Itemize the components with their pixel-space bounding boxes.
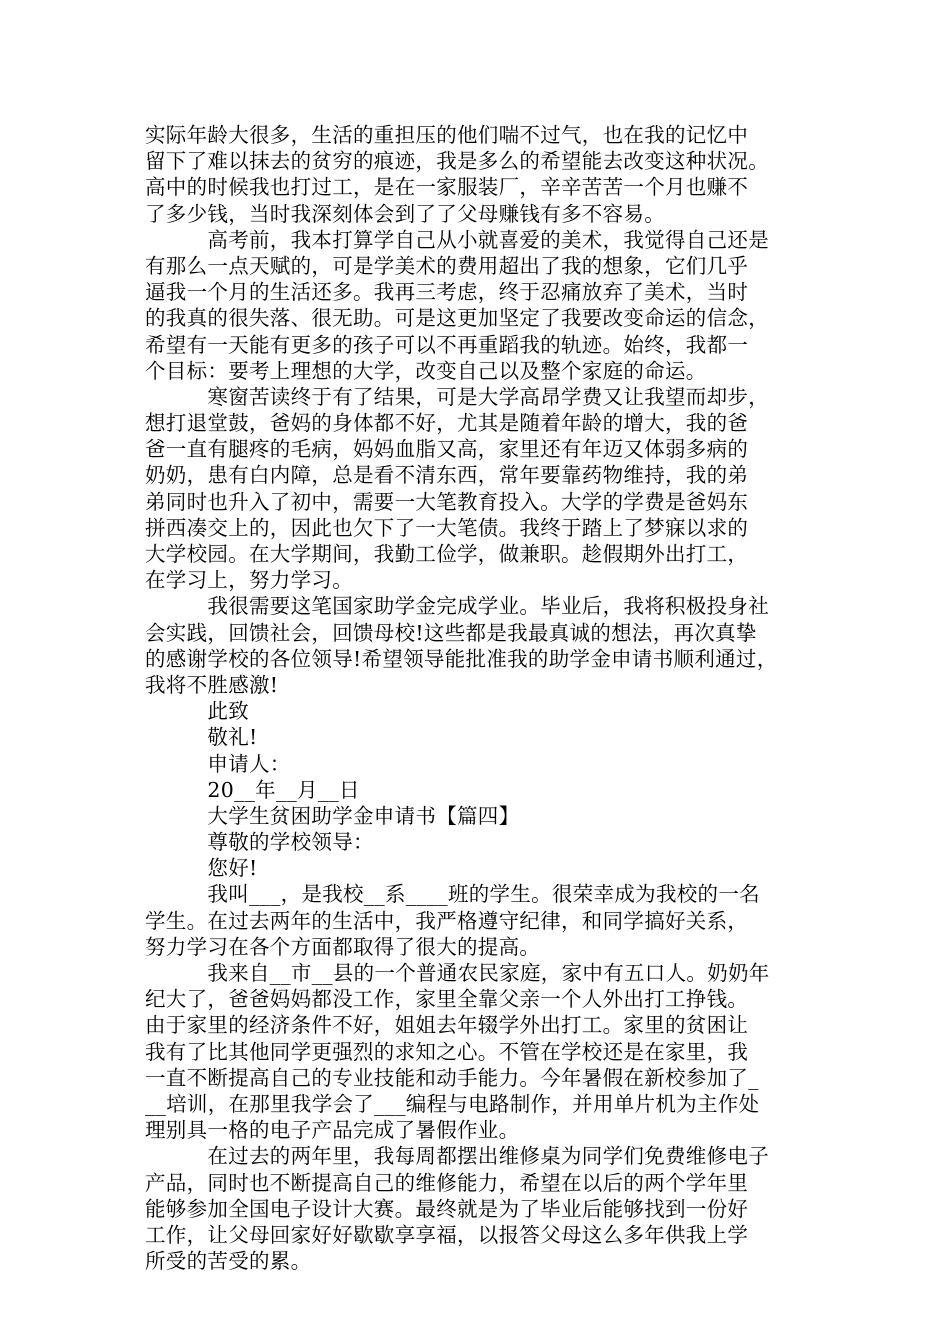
- text-line: 能够参加全国电子设计大赛。最终就是为了毕业后能够找到一份好: [145, 1196, 749, 1221]
- text-line: 的感谢学校的各位领导!希望领导能批准我的助学金申请书顺利通过，: [145, 646, 778, 671]
- text-line: 我有了比其他同学更强烈的求知之心。不管在学校还是在家里，我: [145, 1039, 749, 1064]
- text-line: 尊敬的学校领导：: [145, 830, 374, 855]
- text-line: 一直不断提高自己的专业技能和动手能力。今年暑假在新校参加了_: [145, 1065, 759, 1090]
- text-line: 在过去的两年里，我每周都摆出维修桌为同学们免费维修电子: [145, 1144, 769, 1169]
- text-line: 申请人：: [145, 751, 291, 776]
- text-line: 我将不胜感激!: [145, 672, 279, 697]
- text-line: 工作，让父母回家好好歇歇享享福，以报答父母这么多年供我上学: [145, 1222, 749, 1247]
- text-line: 实际年龄大很多，生活的重担压的他们喘不过气，也在我的记忆中: [145, 123, 749, 147]
- text-line: 会实践，回馈社会，回馈母校!这些都是我最真诚的想法，再次真挚: [145, 620, 757, 645]
- text-line: 20__年__月__日: [145, 777, 360, 802]
- text-line: 高中的时候我也打过工，是在一家服装厂，辛辛苦苦一个月也赚不: [145, 175, 749, 200]
- text-line: 在学习上，努力学习。: [145, 568, 353, 593]
- text-line: 希望有一天能有更多的孩子可以不再重蹈我的轨迹。始终，我都一: [145, 332, 749, 357]
- text-line: 产品，同时也不断提高自己的维修能力，希望在以后的两个学年里: [145, 1170, 749, 1195]
- text-line: 想打退堂鼓，爸妈的身体都不好，尤其是随着年龄的增大，我的爸: [145, 411, 749, 436]
- text-line: 学生。在过去两年的生活中，我严格遵守纪律，和同学搞好关系，: [145, 908, 749, 933]
- document-body: [145, 122, 810, 1274]
- text-line: 爸一直有腿疼的毛病，妈妈血脂又高，家里还有年迈又体弱多病的: [145, 437, 749, 462]
- text-line: 大学校园。在大学期间，我勤工俭学，做兼职。趁假期外出打工，: [145, 542, 749, 566]
- text-line: 大学生贫困助学金申请书【篇四】: [145, 803, 520, 828]
- text-line: 奶奶，患有白内障，总是看不清东西，常年要靠药物维持，我的弟: [145, 463, 749, 488]
- text-line: 我很需要这笔国家助学金完成学业。毕业后，我将积极投身社: [145, 594, 769, 619]
- text-line: __培训，在那里我学会了___编程与电路制作，并用单片机为主作处: [145, 1091, 760, 1116]
- text-line: 纪大了，爸爸妈妈都没工作，家里全靠父亲一个人外出打工挣钱。: [145, 987, 749, 1012]
- text-line: 努力学习在各个方面都取得了很大的提高。: [145, 934, 541, 959]
- text-line: 个目标：要考上理想的大学，改变自己以及整个家庭的命运。: [145, 358, 707, 383]
- text-line: 我叫___，是我校__系____班的学生。很荣幸成为我校的一名: [145, 882, 760, 907]
- text-line: 高考前，我本打算学自己从小就喜爱的美术，我觉得自己还是: [145, 227, 769, 252]
- text-line: 我来自__市__县的一个普通农民家庭，家中有五口人。奶奶年: [145, 961, 770, 985]
- text-line: 所受的苦受的累。: [145, 1249, 312, 1274]
- text-line: 的我真的很失落、很无助。可是这更加坚定了我要改变命运的信念，: [145, 306, 769, 331]
- text-line: 了多少钱，当时我深刻体会到了了父母赚钱有多不容易。: [145, 201, 665, 226]
- text-line: 由于家里的经济条件不好，姐姐去年辍学外出打工。家里的贫困让: [145, 1013, 749, 1038]
- text-line: 理别具一格的电子产品完成了暑假作业。: [145, 1118, 520, 1143]
- text-line: 逼我一个月的生活还多。我再三考虑，终于忍痛放弃了美术，当时: [145, 280, 749, 305]
- text-line: 您好!: [145, 856, 258, 881]
- text-line: 寒窗苦读终于有了结果，可是大学高昂学费又让我望而却步，: [145, 384, 769, 409]
- text-line: 敬礼!: [145, 725, 258, 750]
- text-line: 此致: [145, 699, 249, 724]
- text-line: 留下了难以抹去的贫穷的痕迹，我是多么的希望能去改变这种状况。: [145, 149, 769, 174]
- text-line: 弟同时也升入了初中，需要一大笔教育投入。大学的学费是爸妈东: [145, 489, 749, 514]
- text-line: 有那么一点天赋的，可是学美术的费用超出了我的想象，它们几乎: [145, 253, 749, 278]
- text-line: 拼西凑交上的，因此也欠下了一大笔债。我终于踏上了梦寐以求的: [145, 515, 749, 540]
